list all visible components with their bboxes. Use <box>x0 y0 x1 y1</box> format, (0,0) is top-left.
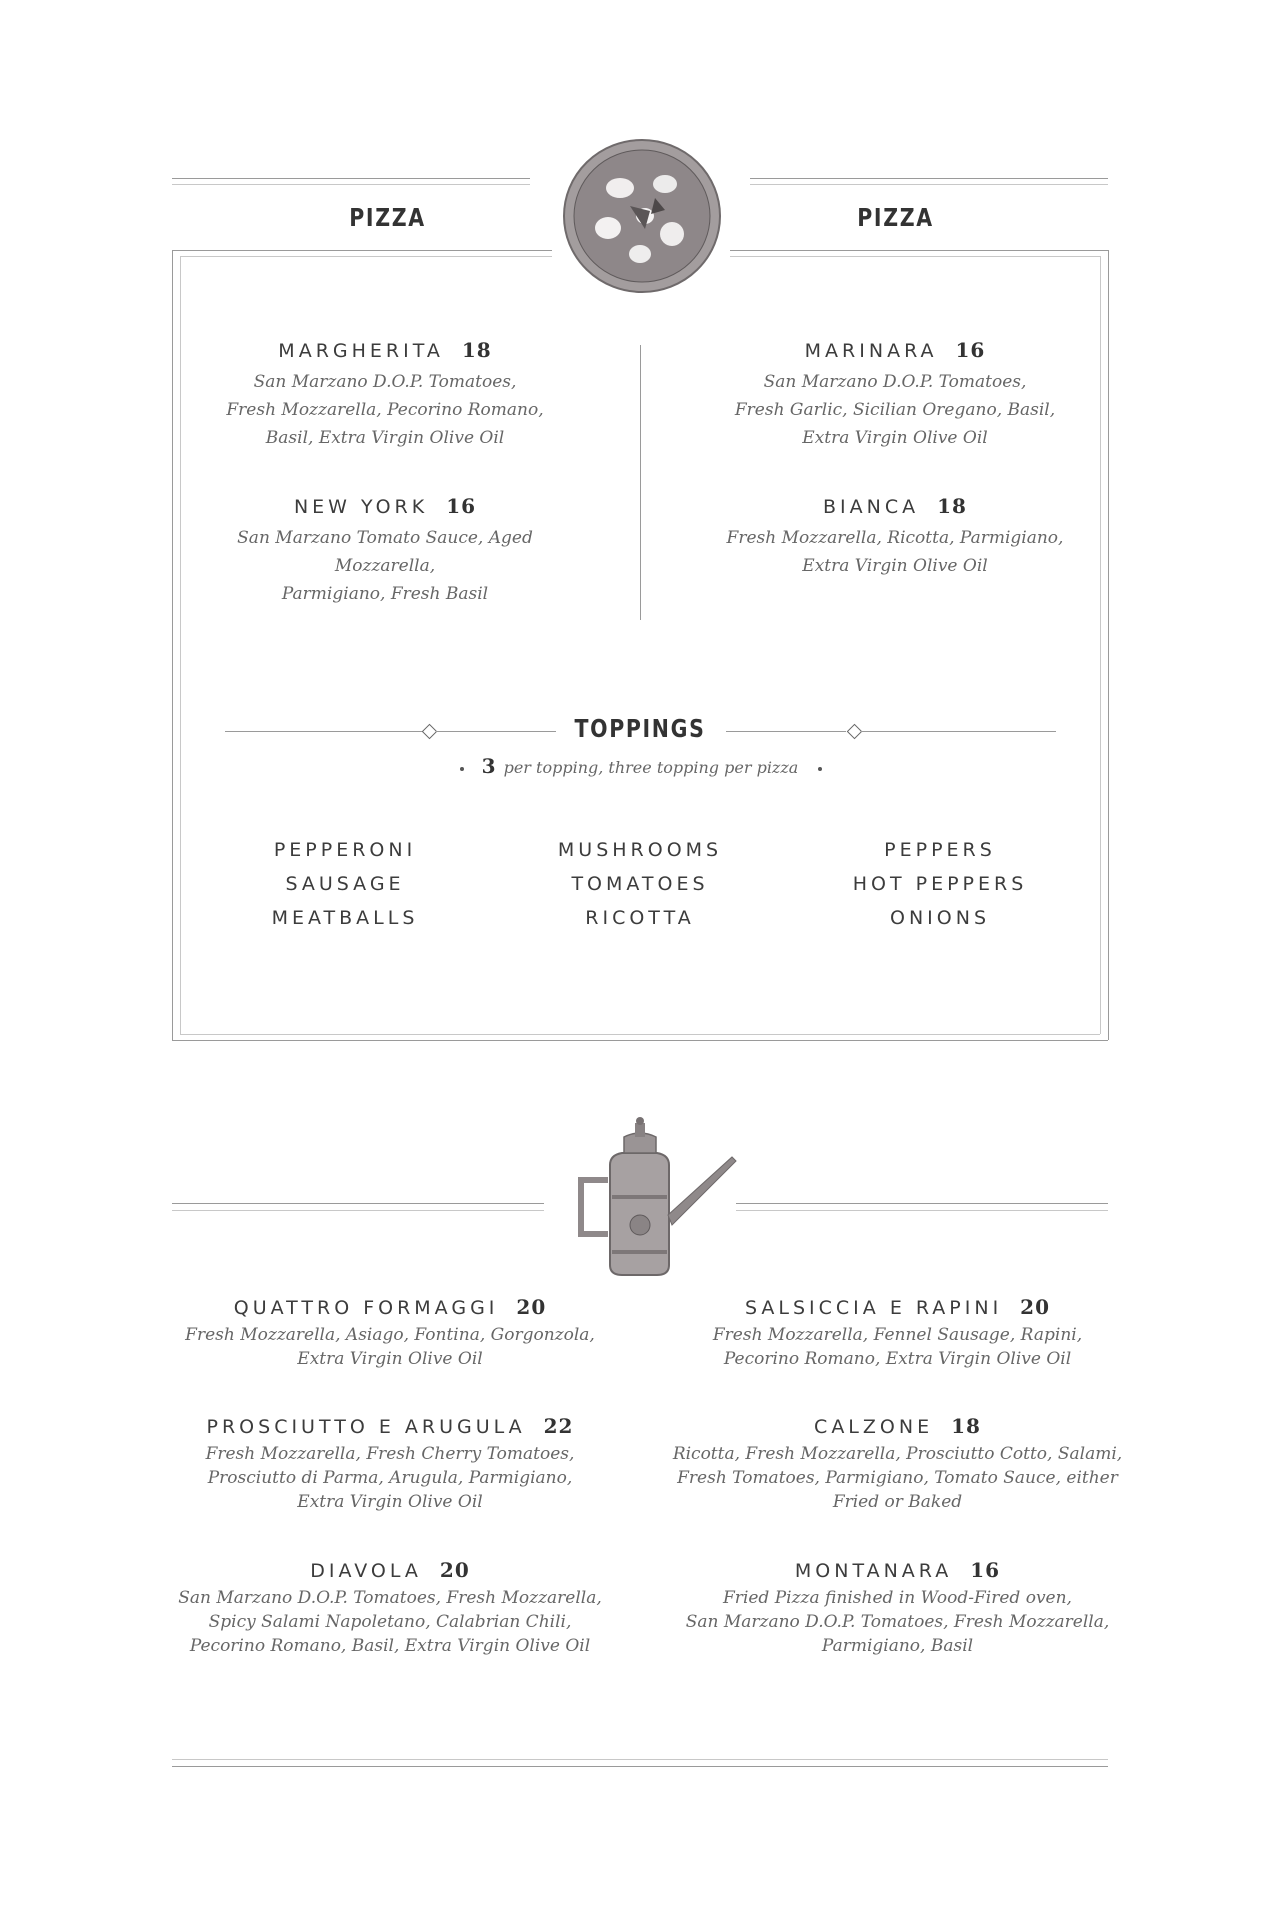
item-desc-line: Fried or Baked <box>832 1492 963 1512</box>
item-desc-line: Parmigiano, Basil <box>821 1636 974 1656</box>
frame-top-left <box>172 250 552 251</box>
diamond-ornament <box>847 724 863 740</box>
item-price: 22 <box>543 1414 574 1438</box>
header-rule-left-top <box>172 178 530 179</box>
item-desc-line: Fresh Mozzarella, Asiago, Fontina, Gorgonzola, <box>185 1325 595 1345</box>
menu-item-salsiccia-e-rapini <box>670 1295 1125 1371</box>
item-desc-line: Fresh Mozzarella, Pecorino Romano, <box>226 400 544 420</box>
item-desc-line: Ricotta, Fresh Mozzarella, Prosciutto Cotto, Salami, <box>672 1444 1123 1464</box>
topping-item: MUSHROOMS <box>557 839 723 861</box>
specialty-rule-left-bottom <box>172 1210 544 1211</box>
topping-item: PEPPERS <box>884 839 996 861</box>
item-price: 16 <box>955 338 986 362</box>
topping-item: ONIONS <box>890 907 990 929</box>
item-price: 20 <box>1020 1295 1051 1319</box>
menu-item-new-york <box>185 494 585 608</box>
item-name: SALSICCIA E RAPINI <box>744 1297 1003 1319</box>
header-rule-right-top <box>750 178 1108 179</box>
toppings-price: 3 <box>481 754 496 778</box>
item-desc-line: Pecorino Romano, Extra Virgin Olive Oil <box>723 1349 1072 1369</box>
menu-item-montanara <box>670 1558 1125 1658</box>
menu-item-calzone <box>670 1414 1125 1514</box>
menu-item-bianca <box>695 494 1095 580</box>
footer-rule-top <box>172 1759 1108 1760</box>
item-desc-line: Fresh Mozzarella, Fresh Cherry Tomatoes, <box>205 1444 575 1464</box>
toppings-rule-right <box>861 731 1056 732</box>
bullet-dot <box>818 767 822 771</box>
column-divider <box>640 345 641 620</box>
item-desc-line: San Marzano D.O.P. Tomatoes, Fresh Mozzarella, <box>178 1588 602 1608</box>
toppings-note-text: per topping, three topping per pizza <box>503 758 799 777</box>
toppings-rule-left <box>225 731 425 732</box>
item-name: MONTANARA <box>794 1560 953 1582</box>
item-name: BIANCA <box>823 496 920 518</box>
pizza-title-left: PIZZA <box>349 203 426 232</box>
item-name: QUATTRO FORMAGGI <box>233 1297 499 1319</box>
item-desc-line: San Marzano Tomato Sauce, Aged Mozzarella, <box>237 528 533 576</box>
header-rule-left-bottom <box>172 184 530 185</box>
bullet-dot <box>460 767 464 771</box>
frame-right-inner <box>1100 256 1101 1034</box>
diamond-ornament <box>422 724 438 740</box>
item-price: 16 <box>446 494 477 518</box>
item-desc-line: Basil, Extra Virgin Olive Oil <box>265 428 505 448</box>
toppings-column-2 <box>495 833 785 935</box>
item-desc-line: Fresh Garlic, Sicilian Oregano, Basil, <box>734 400 1056 420</box>
item-name: DIAVOLA <box>310 1560 422 1582</box>
frame-left <box>172 250 173 1040</box>
item-desc-line: Fried Pizza finished in Wood-Fired oven, <box>723 1588 1072 1608</box>
menu-item-prosciutto-e-arugula <box>170 1414 610 1514</box>
item-desc-line: Prosciutto di Parma, Arugula, Parmigiano, <box>207 1468 573 1488</box>
item-desc-line: Extra Virgin Olive Oil <box>297 1492 483 1512</box>
topping-item: MEATBALLS <box>271 907 419 929</box>
item-desc-line: San Marzano D.O.P. Tomatoes, <box>763 372 1027 392</box>
item-price: 16 <box>970 1558 1001 1582</box>
topping-item: HOT PEPPERS <box>852 873 1028 895</box>
menu-item-marinara <box>695 338 1095 452</box>
menu-item-margherita <box>185 338 585 452</box>
specialty-rule-right-bottom <box>736 1210 1108 1211</box>
frame-right <box>1108 250 1109 1040</box>
toppings-rule-left-inner <box>436 731 556 732</box>
item-desc-line: Fresh Mozzarella, Fennel Sausage, Rapini, <box>712 1325 1083 1345</box>
item-desc-line: Fresh Mozzarella, Ricotta, Parmigiano, <box>726 528 1064 548</box>
item-price: 18 <box>951 1414 981 1438</box>
frame-top-right <box>730 250 1108 251</box>
footer-rule-bottom <box>172 1766 1108 1767</box>
topping-item: SAUSAGE <box>285 873 405 895</box>
menu-item-diavola <box>170 1558 610 1658</box>
frame-bottom-inner <box>180 1034 1100 1035</box>
item-desc-line: Parmigiano, Fresh Basil <box>281 584 489 604</box>
frame-bottom <box>172 1040 1108 1041</box>
toppings-rule-right-inner <box>726 731 846 732</box>
frame-top-right-inner <box>730 256 1100 257</box>
specialty-rule-right-top <box>736 1203 1108 1204</box>
item-name: MARINARA <box>804 340 938 362</box>
toppings-column-3 <box>795 833 1085 935</box>
menu-item-quattro-formaggi <box>170 1295 610 1371</box>
pizza-illustration <box>560 136 725 296</box>
item-name: PROSCIUTTO E ARUGULA <box>206 1416 526 1438</box>
item-desc-line: Pecorino Romano, Basil, Extra Virgin Olive Oil <box>189 1636 591 1656</box>
pizza-title-right: PIZZA <box>857 203 934 232</box>
toppings-title: TOPPINGS <box>574 714 706 743</box>
item-desc-line: San Marzano D.O.P. Tomatoes, Fresh Mozzarella, <box>685 1612 1110 1632</box>
item-price: 18 <box>937 494 967 518</box>
toppings-column-1 <box>200 833 490 935</box>
item-price: 20 <box>516 1295 547 1319</box>
frame-top-left-inner <box>180 256 552 257</box>
topping-item: RICOTTA <box>585 907 695 929</box>
item-price: 20 <box>439 1558 470 1582</box>
item-desc-line: Extra Virgin Olive Oil <box>802 428 988 448</box>
frame-left-inner <box>180 256 181 1034</box>
item-desc-line: Extra Virgin Olive Oil <box>802 556 988 576</box>
topping-item: TOMATOES <box>571 873 709 895</box>
item-desc-line: San Marzano D.O.P. Tomatoes, <box>253 372 517 392</box>
item-desc-line: Spicy Salami Napoletano, Calabrian Chili, <box>208 1612 572 1632</box>
item-name: NEW YORK <box>293 496 429 518</box>
item-desc-line: Fresh Tomatoes, Parmigiano, Tomato Sauce, either <box>677 1468 1118 1488</box>
item-price: 18 <box>461 338 492 362</box>
specialty-rule-left-top <box>172 1203 544 1204</box>
item-desc-line: Extra Virgin Olive Oil <box>297 1349 483 1369</box>
toppings-note <box>470 754 810 778</box>
oil-can-illustration <box>572 1115 742 1280</box>
header-rule-right-bottom <box>750 184 1108 185</box>
item-name: CALZONE <box>814 1416 934 1438</box>
item-name: MARGHERITA <box>278 340 444 362</box>
topping-item: PEPPERONI <box>273 839 417 861</box>
